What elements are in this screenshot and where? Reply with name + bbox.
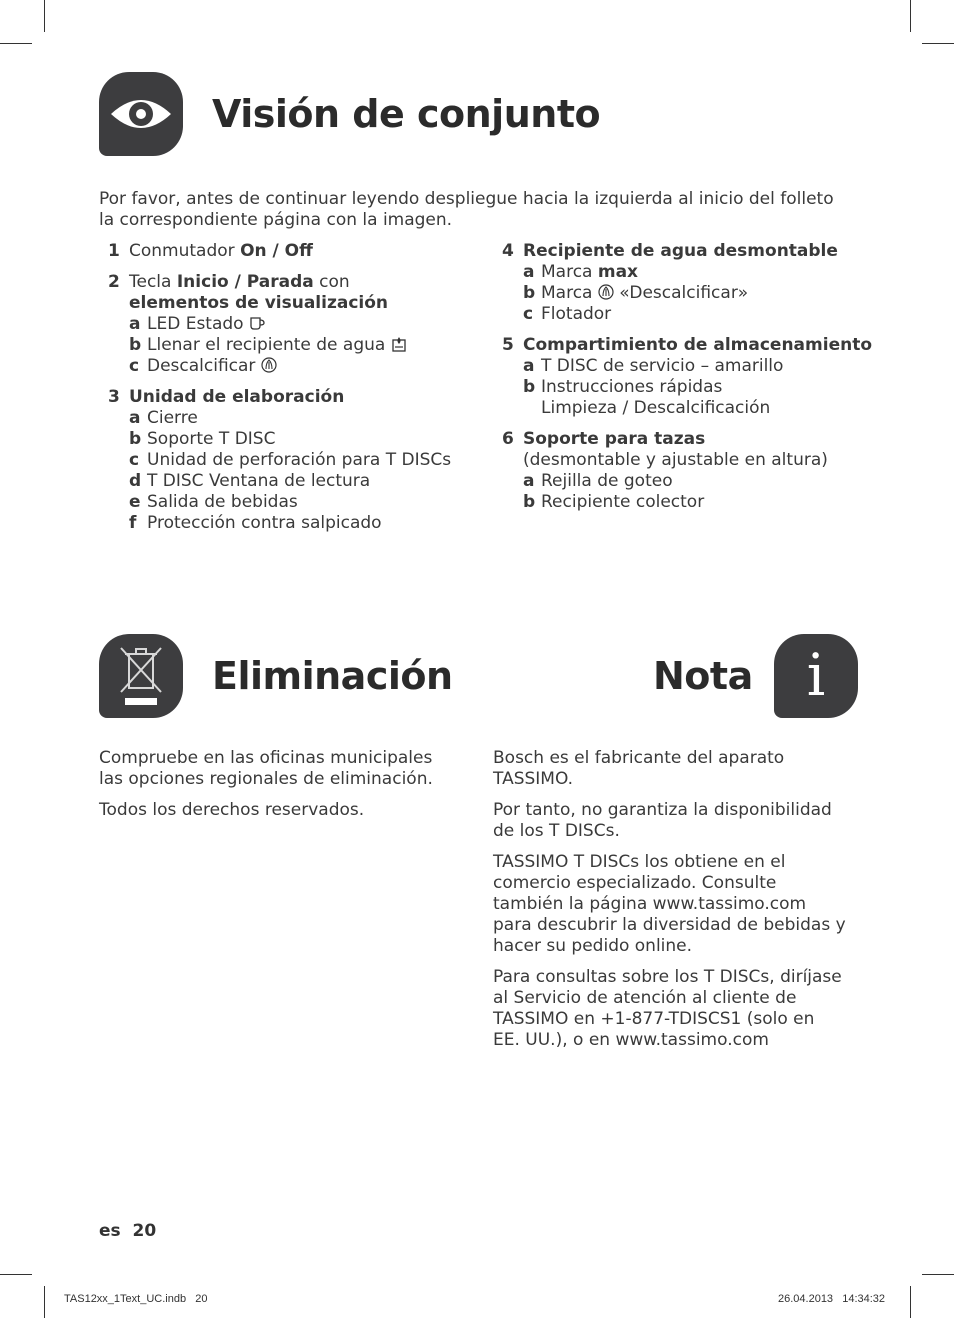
info-icon: i <box>774 634 858 718</box>
paragraph: Para consultas sobre los T DISCs, diríjase al Servicio de atención al cliente de TASSIMO en +1-877-TDISCS1 (solo en EE. UU.), o en www.tassimo.com <box>493 967 842 1050</box>
cup-icon <box>249 315 265 331</box>
overview-list-right <box>502 241 882 523</box>
crop-mark <box>44 0 45 32</box>
crossed-bin-icon <box>99 634 183 718</box>
disposal-text <box>99 748 479 831</box>
overview-intro-line1: Por favor, antes de continuar leyendo despliegue hacia la izquierda al inicio del folleto <box>99 189 834 209</box>
crop-mark <box>922 1274 954 1275</box>
list-item: 2 Tecla Inicio / Parada con elementos de visualización a LED Estado b Llenar el recipiente de agua c Descalcificar <box>108 272 488 377</box>
list-item: 3 Unidad de elaboración a Cierre b Soporte T DISC c Unidad de perforación para T DISCs d T DISC Ventana de lectura e Salida de bebidas f Protección contra salpicado <box>108 387 452 533</box>
list-item: 4 Recipiente de agua desmontable a Marca max b Marca «Descalcificar» c Flotador <box>502 241 838 324</box>
list-item: 5 Compartimiento de almacenamiento a T DISC de servicio – amarillo b Instrucciones rápidas Limpieza / Descalcificación <box>502 335 873 418</box>
paragraph: Por tanto, no garantiza la disponibilidad de los T DISCs. <box>493 800 832 841</box>
disposal-title: Eliminación <box>212 654 453 698</box>
list-item: 6 Soporte para tazas (desmontable y ajustable en altura) a Rejilla de goteo b Recipiente colector <box>502 429 828 512</box>
crop-mark <box>0 1274 32 1275</box>
crop-mark <box>922 43 954 44</box>
note-text <box>493 748 873 1061</box>
eye-icon <box>99 72 183 156</box>
paragraph: Bosch es el fabricante del aparato TASSIMO. <box>493 748 785 789</box>
crop-mark <box>44 1286 45 1318</box>
crop-mark <box>910 0 911 32</box>
water-tank-icon <box>391 336 407 352</box>
note-title: Nota <box>653 654 753 698</box>
overview-title: Visión de conjunto <box>212 92 601 136</box>
descale-icon <box>261 357 277 373</box>
paragraph: TASSIMO T DISCs los obtiene en el comercio especializado. Consulte también la página www.tassimo.com para descubrir la diversidad de bebidas y hacer su pedido online. <box>493 852 846 956</box>
crop-mark <box>0 43 32 44</box>
descale-icon <box>598 284 614 300</box>
paragraph: Todos los derechos reservados. <box>99 800 365 820</box>
crop-mark <box>910 1286 911 1318</box>
overview-intro-line2: la correspondiente página con la imagen. <box>99 210 453 230</box>
footer-datetime: 26.04.2013 14:34:32 <box>778 1293 886 1305</box>
paragraph: Compruebe en las oficinas municipales las opciones regionales de eliminación. <box>99 748 433 789</box>
list-item: 1 Conmutador On / Off <box>108 241 313 261</box>
footer-file: TAS12xx_1Text_UC.indb 20 <box>64 1293 208 1305</box>
overview-list-left <box>108 241 488 544</box>
page-number: es 20 <box>99 1221 157 1241</box>
